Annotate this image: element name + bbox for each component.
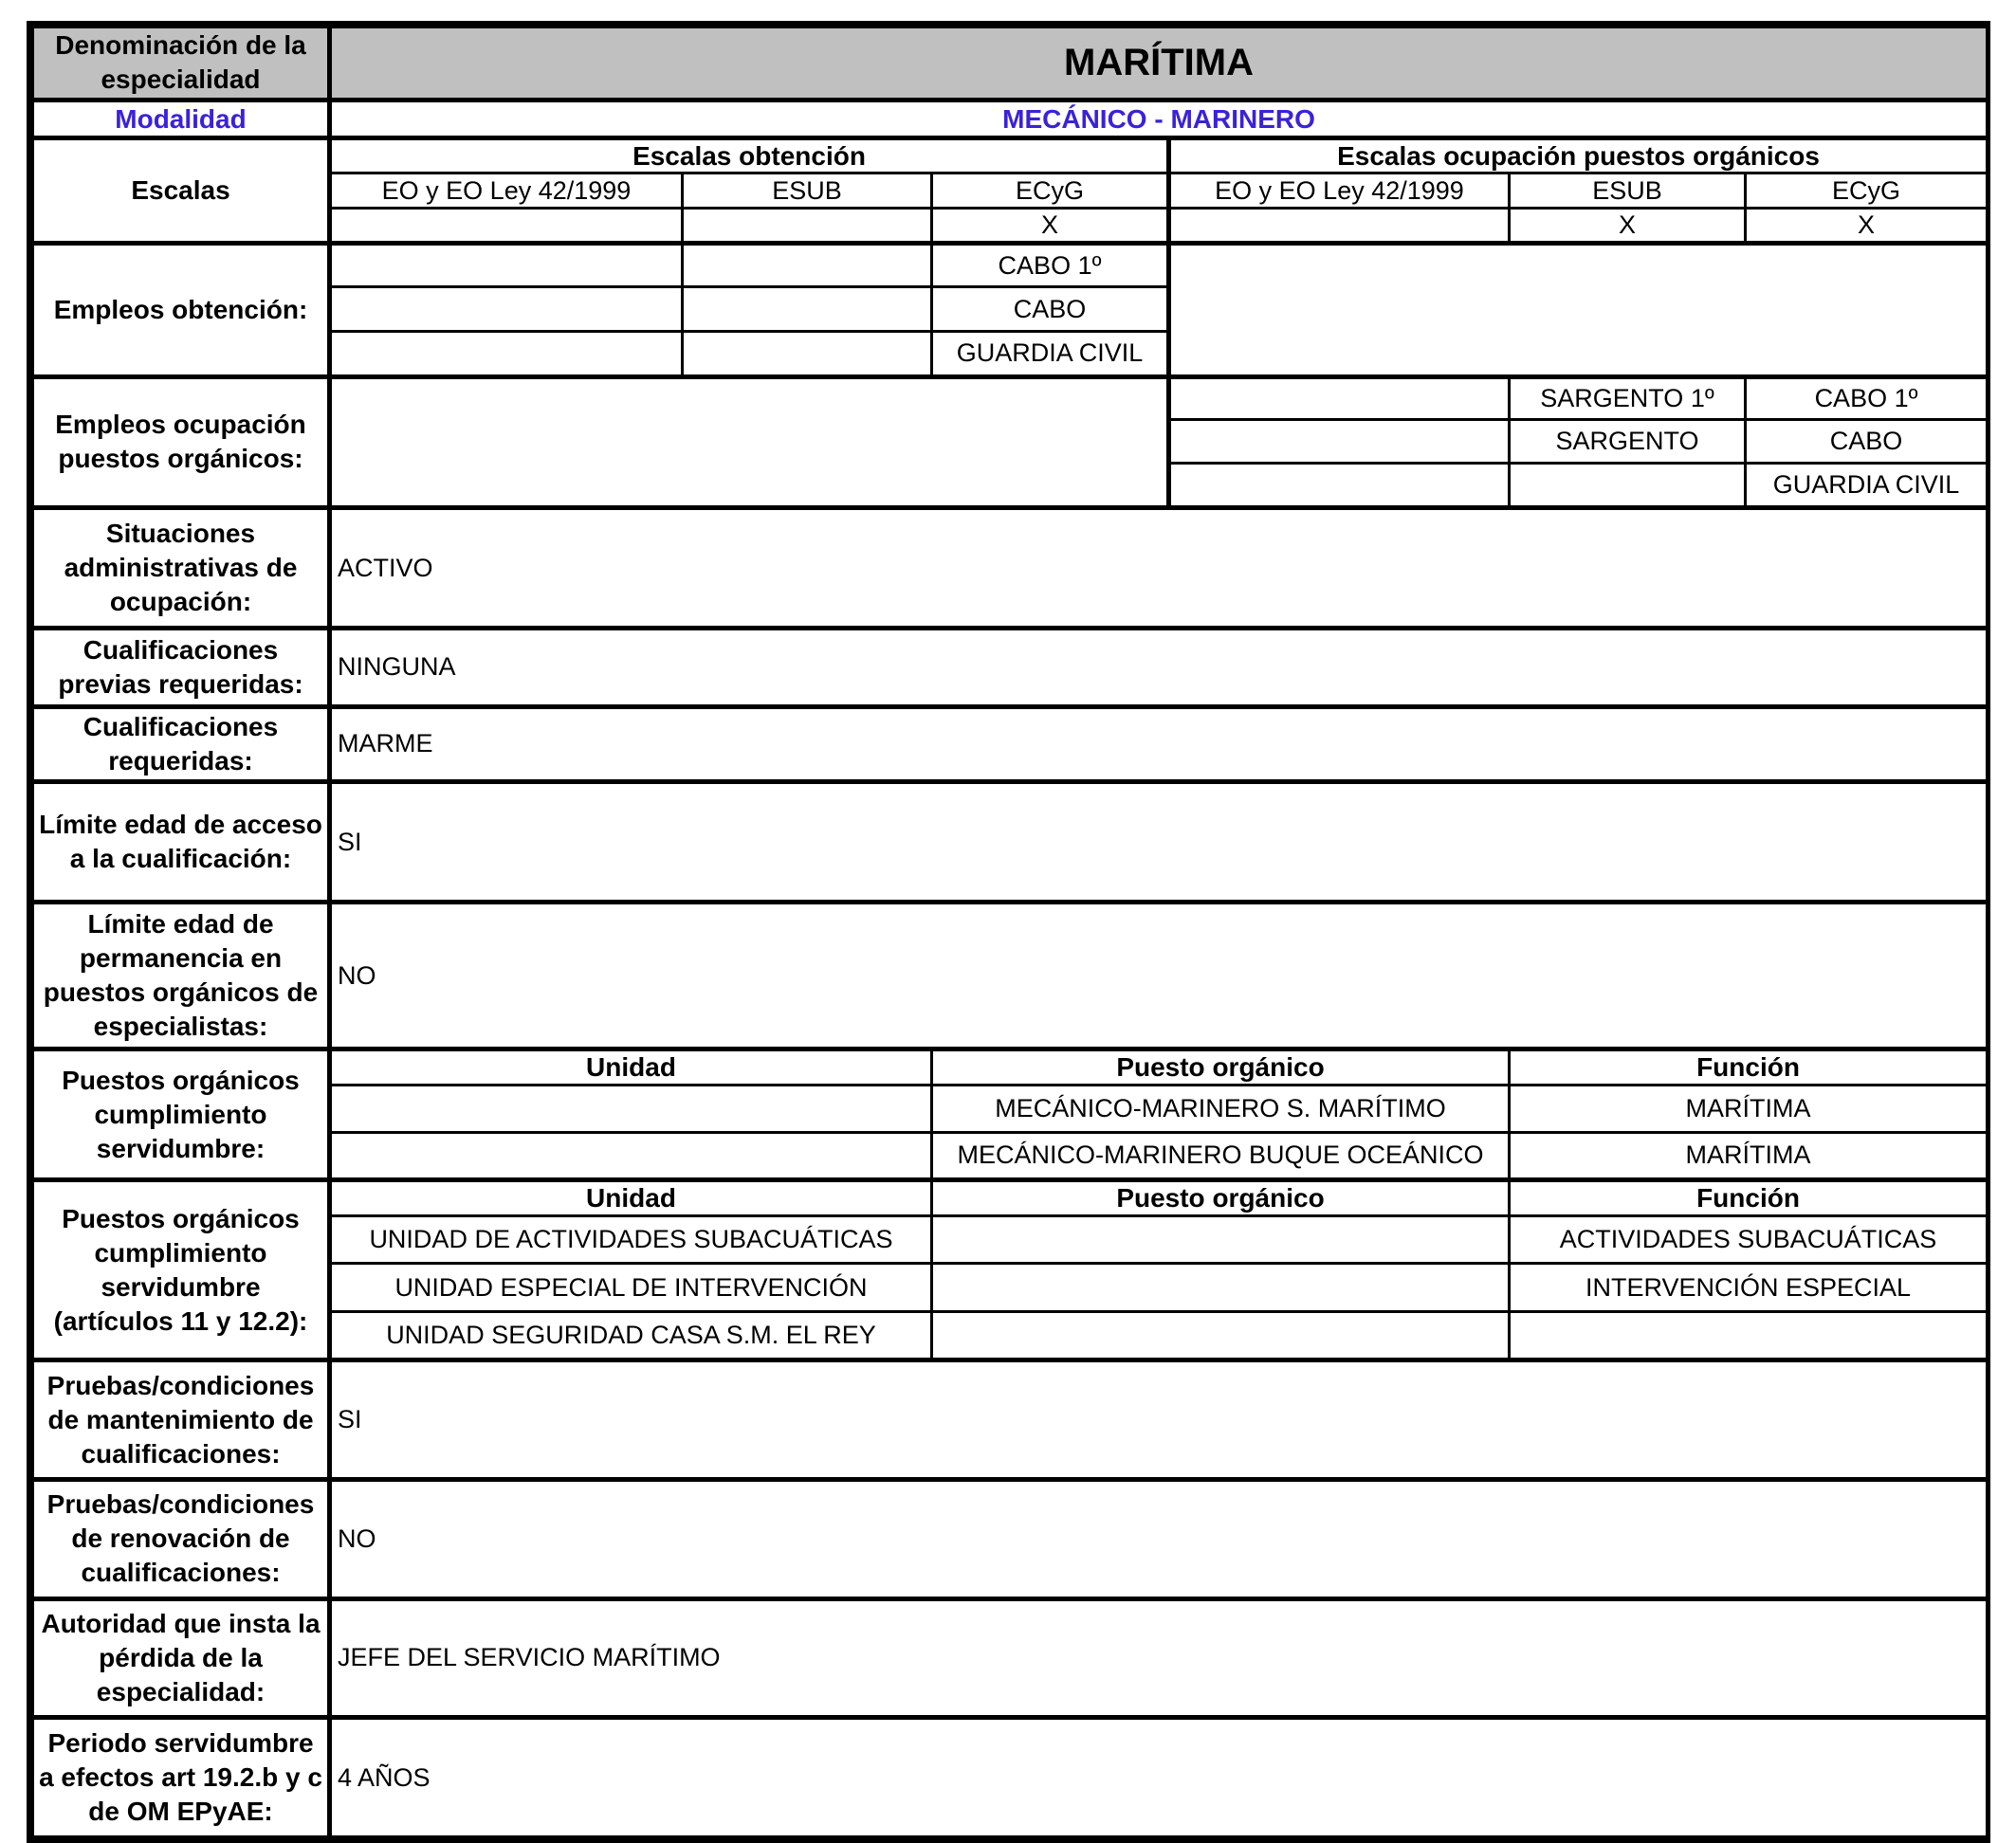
empleo-ocupacion-ecyg: CABO — [1746, 420, 1988, 464]
funcion-cell: INTERVENCIÓN ESPECIAL — [1510, 1264, 1988, 1312]
cualif-previas-label: Cualificaciones previas requeridas: — [33, 628, 330, 706]
empty-cell — [683, 331, 932, 376]
empty-cell — [330, 331, 683, 376]
empleo-obtencion-ecyg: GUARDIA CIVIL — [932, 331, 1169, 376]
col-header-unidad: Unidad — [330, 1180, 932, 1215]
periodo-label: Periodo servidumbre a efectos art 19.2.b y c de OM EPyAE: — [33, 1718, 330, 1837]
escala-mark: X — [932, 209, 1169, 243]
funcion-cell: MARÍTIMA — [1510, 1085, 1988, 1132]
limite-permanencia-value: NO — [330, 903, 1988, 1049]
empty-cell — [330, 243, 683, 287]
empty-cell — [1169, 376, 1510, 420]
col-header-funcion: Función — [1510, 1180, 1988, 1215]
empty-cell — [683, 287, 932, 332]
cualif-requeridas-label: Cualificaciones requeridas: — [33, 706, 330, 781]
pruebas-renovacion-label: Pruebas/condiciones de renovación de cualificaciones: — [33, 1480, 330, 1599]
unidad-cell: UNIDAD DE ACTIVIDADES SUBACUÁTICAS — [330, 1215, 932, 1264]
situaciones-label: Situaciones administrativas de ocupación: — [33, 508, 330, 629]
denominacion-label: Denominación de la especialidad — [33, 27, 330, 100]
situaciones-value: ACTIVO — [330, 508, 1988, 629]
unidad-cell: UNIDAD ESPECIAL DE INTERVENCIÓN — [330, 1264, 932, 1312]
col-header-funcion: Función — [1510, 1049, 1988, 1085]
puesto-cell: MECÁNICO-MARINERO S. MARÍTIMO — [932, 1085, 1510, 1132]
pruebas-renovacion-value: NO — [330, 1480, 1988, 1599]
autoridad-value: JEFE DEL SERVICIO MARÍTIMO — [330, 1598, 1988, 1718]
empty-cell — [330, 287, 683, 332]
empty-cell — [1169, 420, 1510, 464]
escala-mark — [1169, 209, 1510, 243]
page-title: MARÍTIMA — [330, 27, 1988, 100]
limite-permanencia-label: Límite edad de permanencia en puestos orgánicos de especialistas: — [33, 903, 330, 1049]
escala-col-ocu-eo: EO y EO Ley 42/1999 — [1169, 173, 1510, 208]
empty-cell — [1169, 463, 1510, 508]
escala-mark: X — [1746, 209, 1988, 243]
unidad-cell — [330, 1085, 932, 1132]
escala-col-ocu-ecyg: ECyG — [1746, 173, 1988, 208]
puesto-cell — [932, 1311, 1510, 1360]
escalas-obtencion-heading: Escalas obtención — [330, 138, 1169, 173]
escala-col-obt-eo: EO y EO Ley 42/1999 — [330, 173, 683, 208]
pruebas-mantenimiento-value: SI — [330, 1360, 1988, 1480]
limite-acceso-value: SI — [330, 781, 1988, 903]
pruebas-mantenimiento-label: Pruebas/condiciones de mantenimiento de cualificaciones: — [33, 1360, 330, 1480]
col-header-puesto: Puesto orgánico — [932, 1049, 1510, 1085]
escala-col-obt-esub: ESUB — [683, 173, 932, 208]
puestos-articulos-label: Puestos orgánicos cumplimiento servidumbre (artículos 11 y 12.2): — [33, 1180, 330, 1360]
limite-acceso-label: Límite edad de acceso a la cualificación: — [33, 781, 330, 903]
unidad-cell — [330, 1132, 932, 1180]
modalidad-label: Modalidad — [33, 100, 330, 138]
escalas-label: Escalas — [33, 138, 330, 243]
specialty-sheet — [27, 21, 1990, 1843]
empleo-ocupacion-esub: SARGENTO — [1510, 420, 1746, 464]
autoridad-label: Autoridad que insta la pérdida de la especialidad: — [33, 1598, 330, 1718]
empleo-ocupacion-esub: SARGENTO 1º — [1510, 376, 1746, 420]
escala-col-obt-ecyg: ECyG — [932, 173, 1169, 208]
escala-col-ocu-esub: ESUB — [1510, 173, 1746, 208]
empleo-ocupacion-esub — [1510, 463, 1746, 508]
unidad-cell: UNIDAD SEGURIDAD CASA S.M. EL REY — [330, 1311, 932, 1360]
puesto-cell: MECÁNICO-MARINERO BUQUE OCEÁNICO — [932, 1132, 1510, 1180]
cualif-requeridas-value: MARME — [330, 706, 1988, 781]
funcion-cell: MARÍTIMA — [1510, 1132, 1988, 1180]
empleos-obtencion-label: Empleos obtención: — [33, 243, 330, 376]
escala-mark — [330, 209, 683, 243]
puesto-cell — [932, 1264, 1510, 1312]
funcion-cell: ACTIVIDADES SUBACUÁTICAS — [1510, 1215, 1988, 1264]
empleo-obtencion-ecyg: CABO — [932, 287, 1169, 332]
empty-cell — [1169, 243, 1988, 376]
puestos-servidumbre-label: Puestos orgánicos cumplimiento servidumbre: — [33, 1049, 330, 1180]
modalidad-value: MECÁNICO - MARINERO — [330, 100, 1988, 138]
col-header-unidad: Unidad — [330, 1049, 932, 1085]
empleo-ocupacion-ecyg: GUARDIA CIVIL — [1746, 463, 1988, 508]
puesto-cell — [932, 1215, 1510, 1264]
escalas-ocupacion-heading: Escalas ocupación puestos orgánicos — [1169, 138, 1988, 173]
specialty-table — [31, 26, 1989, 1838]
empleo-ocupacion-ecyg: CABO 1º — [1746, 376, 1988, 420]
empty-cell — [330, 376, 1169, 508]
cualif-previas-value: NINGUNA — [330, 628, 1988, 706]
empleos-ocupacion-label: Empleos ocupación puestos orgánicos: — [33, 376, 330, 508]
empleo-obtencion-ecyg: CABO 1º — [932, 243, 1169, 287]
funcion-cell — [1510, 1311, 1988, 1360]
escala-mark: X — [1510, 209, 1746, 243]
escala-mark — [683, 209, 932, 243]
empty-cell — [683, 243, 932, 287]
periodo-value: 4 AÑOS — [330, 1718, 1988, 1837]
col-header-puesto: Puesto orgánico — [932, 1180, 1510, 1215]
